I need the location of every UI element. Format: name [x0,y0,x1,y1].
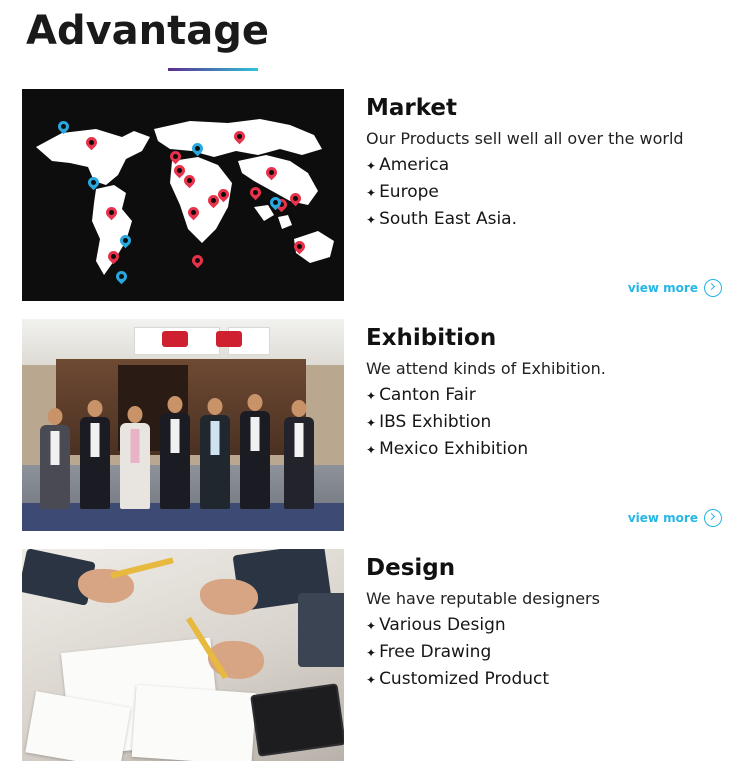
list-item [366,612,750,639]
person-shirt [251,417,260,451]
design-scene [22,549,344,761]
view-more-label: view more [627,511,698,525]
person-head [48,408,63,425]
design-subtitle: We have reputable designers [366,589,600,608]
person-shirt [211,421,220,455]
list-item [366,179,750,206]
person-head [128,406,143,423]
diamond-bullet-icon: ✦ [366,213,377,227]
diamond-bullet-icon: ✦ [366,389,377,403]
design-bullet-list [366,612,750,693]
market-text-block [344,89,750,301]
list-item-label: Canton Fair [379,385,476,405]
list-item [366,436,750,463]
list-item-label: IBS Exhibtion [379,412,492,432]
person [80,417,110,509]
booth-logo [216,331,242,347]
exhibition-title: Exhibition [366,325,497,351]
list-item [366,639,750,666]
list-item-label: Free Drawing [379,642,492,662]
market-subtitle: Our Products sell well all over the world [366,129,684,148]
diamond-bullet-icon: ✦ [366,673,377,687]
section-market [0,89,750,301]
diamond-bullet-icon: ✦ [366,159,377,173]
chevron-right-circle-icon [704,509,722,527]
design-title: Design [366,555,456,581]
list-item [366,666,750,693]
person [240,411,270,509]
page-title: Advantage [26,8,270,54]
list-item-label: Customized Product [379,669,550,689]
market-bullet-list [366,152,750,233]
sleeve [298,593,344,667]
person-shirt [171,419,180,453]
view-more-link-market[interactable] [628,279,722,297]
person-shirt [91,423,100,457]
person-head [248,394,263,411]
list-item-label: Europe [379,182,439,202]
person [160,413,190,509]
chevron-right-circle-icon [704,279,722,297]
design-text-block [344,549,750,761]
person [284,417,314,509]
person-shirt [295,423,304,457]
market-title: Market [366,95,458,121]
exhibition-photo-image [22,319,344,531]
list-item-label: Various Design [379,615,506,635]
person [200,415,230,509]
person-head [208,398,223,415]
person [120,423,150,509]
person-shirt [51,431,60,465]
person-head [292,400,307,417]
exhibition-text-block [344,319,750,531]
list-item [366,152,750,179]
exhibition-subtitle: We attend kinds of Exhibition. [366,359,606,378]
tablet-device [250,683,344,757]
person [40,425,70,509]
section-design [0,549,750,761]
exhibition-bullet-list [366,382,750,463]
person-head [168,396,183,413]
market-map-image [22,89,344,301]
diamond-bullet-icon: ✦ [366,443,377,457]
section-exhibition [0,319,750,531]
design-photo-image [22,549,344,761]
diamond-bullet-icon: ✦ [366,619,377,633]
list-item-label: South East Asia. [379,209,517,229]
list-item [366,382,750,409]
view-more-link-exhibition[interactable] [628,509,722,527]
diamond-bullet-icon: ✦ [366,416,377,430]
person-head [88,400,103,417]
title-underline-accent [168,68,258,71]
list-item [366,409,750,436]
list-item-label: Mexico Exhibition [379,439,529,459]
person-shirt [131,429,140,463]
exhibition-scene [22,319,344,531]
page-header [0,0,750,71]
diamond-bullet-icon: ✦ [366,186,377,200]
booth-logo [162,331,188,347]
list-item [366,206,750,233]
view-more-label: view more [627,281,698,295]
diamond-bullet-icon: ✦ [366,646,377,660]
list-item-label: America [379,155,450,175]
